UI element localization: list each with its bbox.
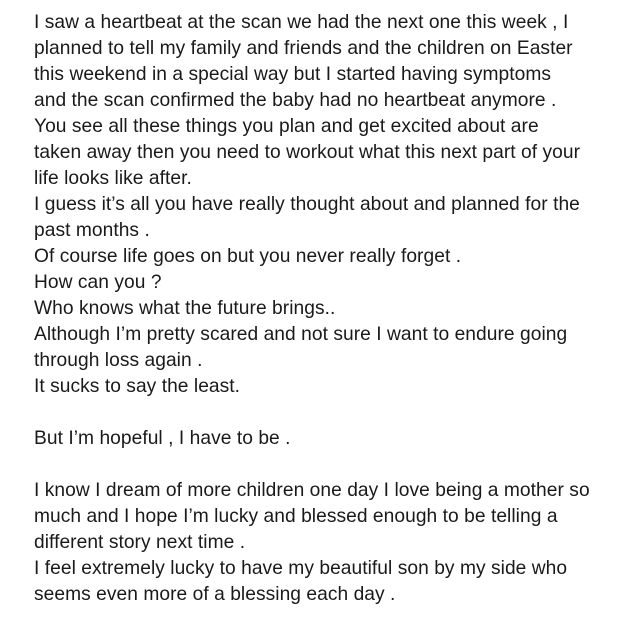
text-line: It sucks to say the least.	[34, 376, 241, 397]
text-line: I feel extremely lucky to have my beautiful son by my side who	[34, 558, 568, 579]
text-line: I guess it’s all you have really thought about and planned for the	[34, 194, 580, 215]
text-line: life looks like after.	[34, 168, 192, 189]
text-line: How can you ?	[34, 272, 162, 293]
text-line: You see all these things you plan and get excited about are	[34, 116, 539, 137]
text-line: and the scan confirmed the baby had no heartbeat anymore .	[34, 90, 557, 111]
text-line: I know I dream of more children one day I love being a mother so	[34, 480, 590, 501]
text-line: much and I hope I’m lucky and blessed enough to be telling a	[34, 506, 558, 527]
text-line: different story next time .	[34, 532, 246, 553]
text-line: planned to tell my family and friends and the children on Easter	[34, 38, 573, 59]
text-line: Of course life goes on but you never really forget .	[34, 246, 462, 267]
text-line: past months .	[34, 220, 150, 241]
text-line: taken away then you need to workout what this next part of your	[34, 142, 581, 163]
text-line: I saw a heartbeat at the scan we had the next one this week , I	[34, 12, 569, 33]
text-line: through loss again .	[34, 350, 203, 371]
text-line: Who knows what the future brings..	[34, 298, 336, 319]
post-text	[34, 10, 630, 608]
text-line: Although I’m pretty scared and not sure I want to endure going	[34, 324, 568, 345]
text-line: this weekend in a special way but I started having symptoms	[34, 64, 552, 85]
text-line: seems even more of a blessing each day .	[34, 584, 396, 605]
text-line: But I’m hopeful , I have to be .	[34, 428, 291, 449]
paragraph-gap	[34, 400, 630, 426]
paragraph-gap	[34, 452, 630, 478]
